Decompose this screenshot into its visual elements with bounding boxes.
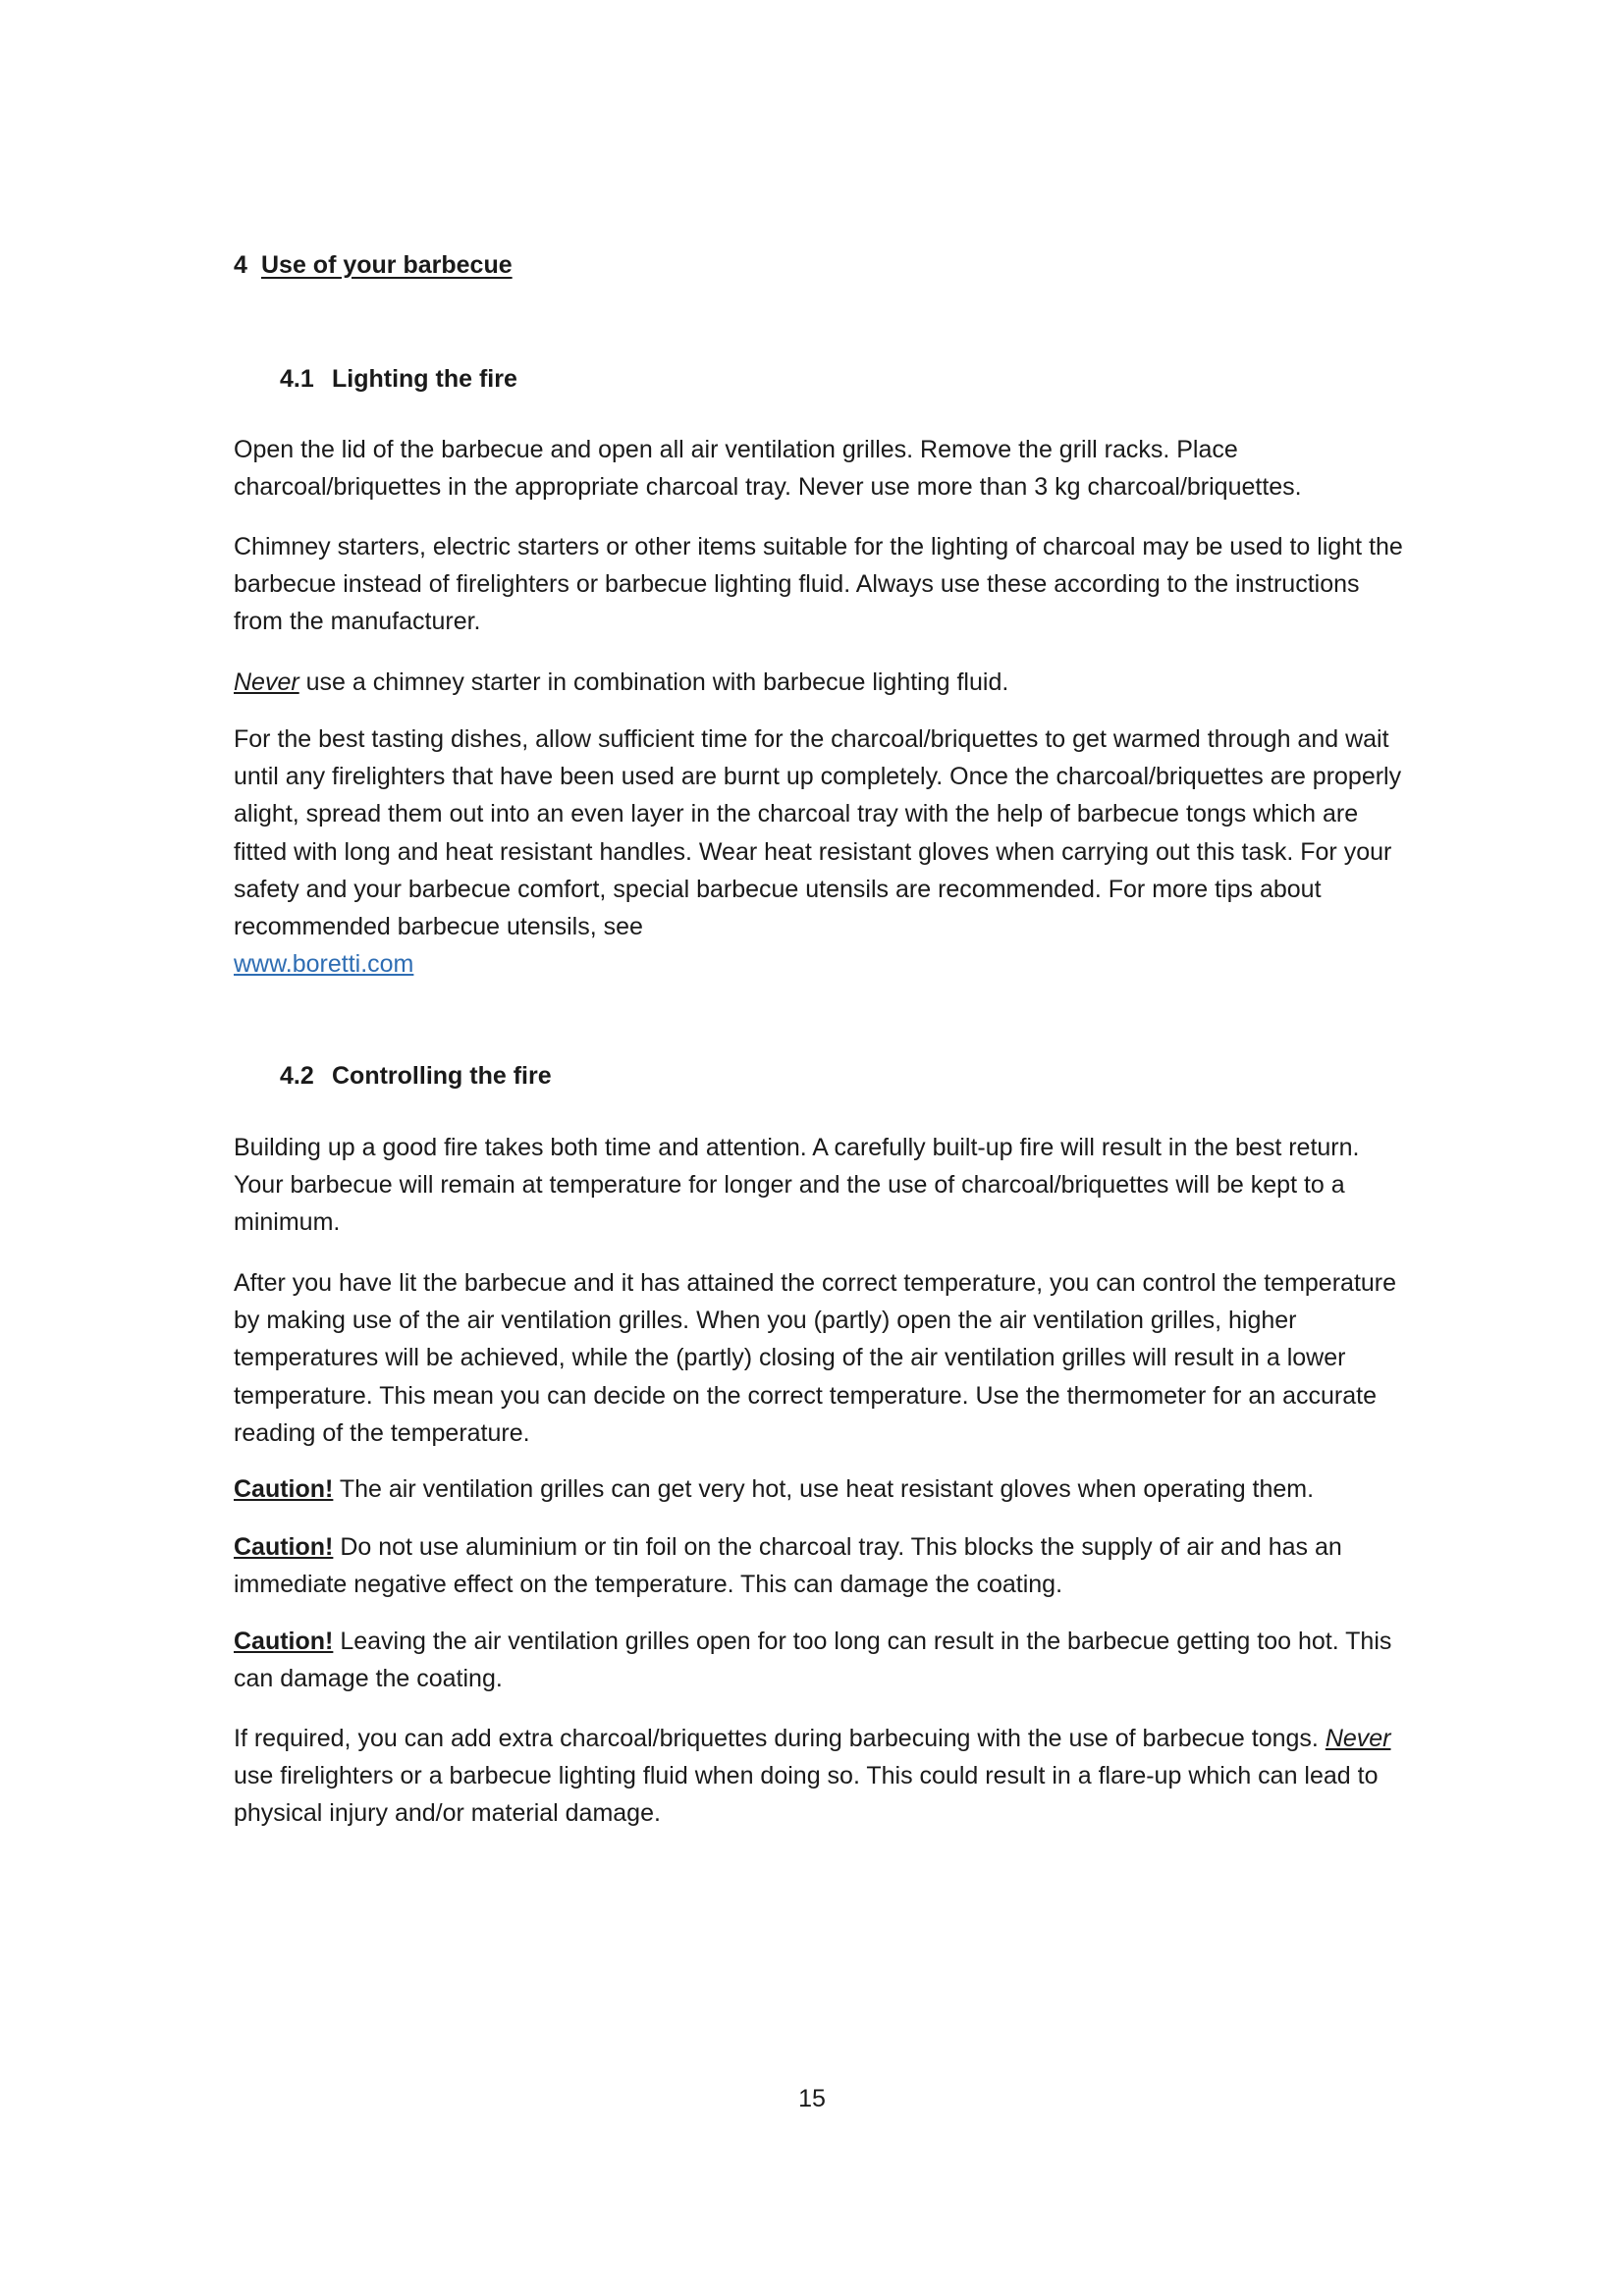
paragraph-never-chimney (234, 664, 1408, 701)
section-number: 4 (234, 251, 247, 279)
caution-label: Caution! (234, 1475, 334, 1503)
paragraph-control-temperature: After you have lit the barbecue and it has attained the correct temperature, you can control the temperature by making use of the air ventilation grilles. When you (partly) open the air ventilation grilles, higher temperatures will be achieved, while the (partly) closing of the air ventilation grilles will result in a lower temperature. This mean you can decide on the correct temperature. Use the thermometer for an accurate reading of the temperature. (234, 1269, 1397, 1447)
never-emphasis: Never (234, 668, 299, 696)
subsection-title: Lighting the fire (332, 365, 517, 393)
paragraph-chimney-starters: Chimney starters, electric starters or other items suitable for the lighting of charcoal may be used to light the barbecue instead of firelighters or barbecue lighting fluid. Always use these according to the instructions from the manufacturer. (234, 533, 1403, 636)
subsection-title: Controlling the fire (332, 1062, 552, 1090)
paragraph-text: use firelighters or a barbecue lighting fluid when doing so. This could result in a flare-up which can lead to physical injury and/or material damage. (234, 1762, 1379, 1828)
paragraph-text: For the best tasting dishes, allow sufficient time for the charcoal/briquettes to get warmed through and wait until any firelighters that have been used are burnt up completely. Once the charcoal/briquettes are properly alight, spread them out into an even layer in the charcoal tray with the help of barbecue tongs which are fitted with long and heat resistant handles. Wear heat resistant gloves when carrying out this task. For your safety and your barbecue comfort, special barbecue utensils are recommended. For more tips about recommended barbecue utensils, see (234, 725, 1402, 941)
subsection-number: 4.2 (280, 1062, 314, 1090)
subsection-number: 4.1 (280, 365, 314, 393)
section-heading (234, 251, 528, 280)
subsection-heading-controlling (280, 1062, 552, 1091)
caution-text: Do not use aluminium or tin foil on the charcoal tray. This blocks the supply of air and has an immediate negative effect on the temperature. This can damage the coating. (234, 1533, 1342, 1598)
page-number: 15 (798, 2085, 826, 2112)
caution-grilles-open (234, 1624, 1408, 1697)
caution-text: The air ventilation grilles can get very hot, use heat resistant gloves when operating them. (333, 1475, 1315, 1503)
paragraph-best-tasting (234, 721, 1408, 983)
section-title: Use of your barbecue (261, 251, 513, 279)
caution-foil (234, 1529, 1408, 1603)
paragraph-good-fire: Building up a good fire takes both time and attention. A carefully built-up fire will result in the best return. Your barbecue will remain at temperature for longer and the use of charcoal/briquettes will be kept to a minimum. (234, 1134, 1360, 1237)
caution-text: Leaving the air ventilation grilles open for too long can result in the barbecue getting too hot. This can damage the coating. (234, 1628, 1392, 1692)
boretti-link[interactable]: www.boretti.com (234, 950, 414, 979)
caution-label: Caution! (234, 1533, 334, 1561)
caution-grilles-hot (234, 1470, 1408, 1508)
paragraph-extra-charcoal (234, 1720, 1408, 1833)
never-emphasis: Never (1325, 1725, 1391, 1752)
paragraph-open-lid: Open the lid of the barbecue and open all air ventilation grilles. Remove the grill racks. Place charcoal/briquettes in the appropriate charcoal tray. Never use more than 3 kg charcoal/briquettes. (234, 436, 1302, 501)
caution-label: Caution! (234, 1628, 334, 1655)
subsection-heading-lighting (280, 365, 517, 394)
paragraph-text: use a chimney starter in combination with barbecue lighting fluid. (298, 668, 1009, 696)
paragraph-text: If required, you can add extra charcoal/briquettes during barbecuing with the use of barbecue tongs. (234, 1725, 1326, 1752)
